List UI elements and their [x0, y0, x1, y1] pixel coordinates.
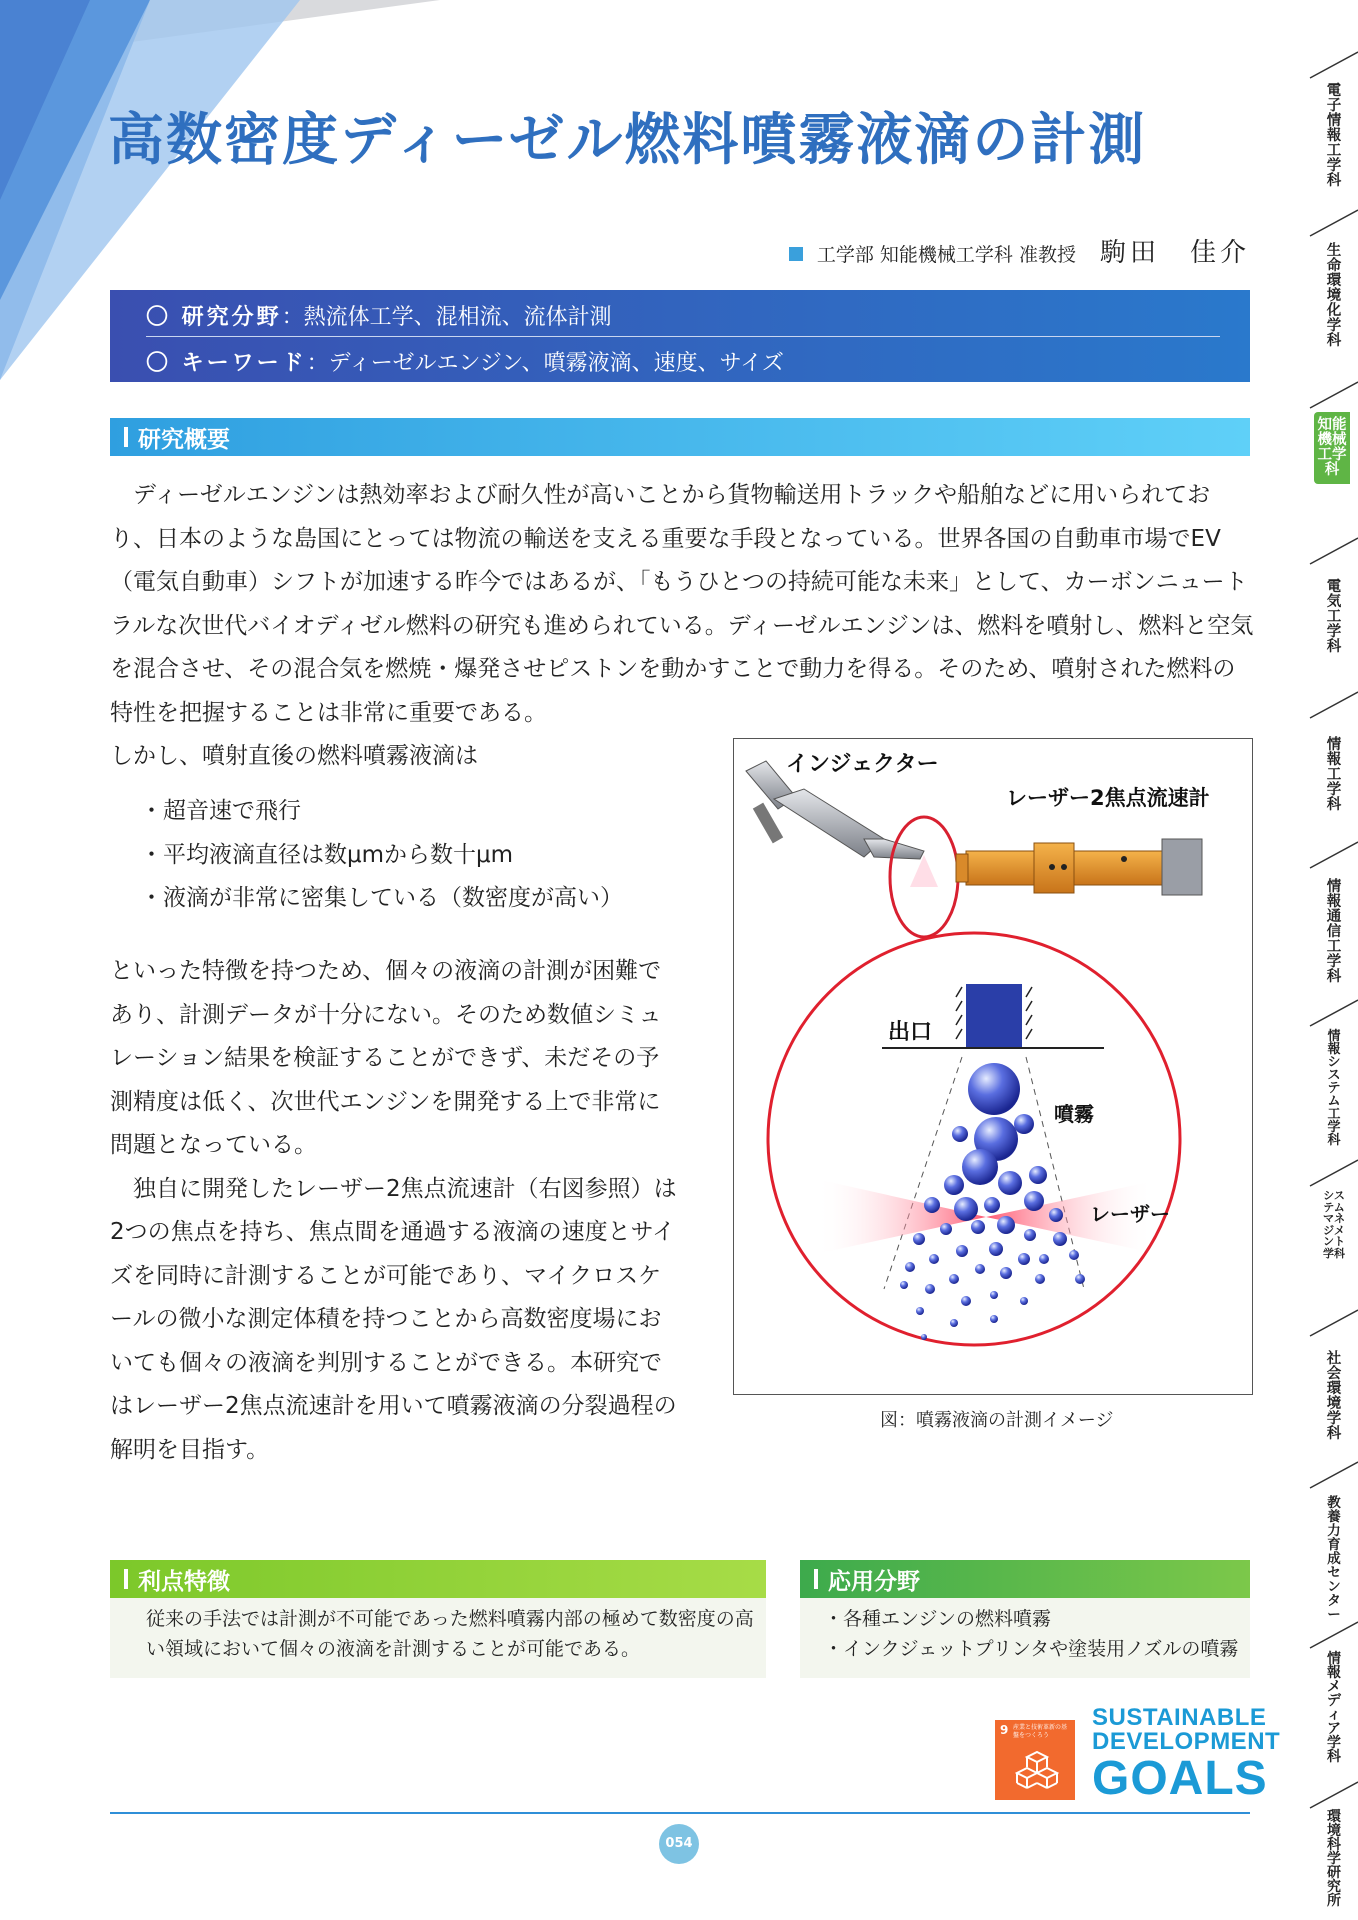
divider-icon — [1296, 50, 1358, 80]
sdg-goal-text: 産業と技術革新の基盤をつくろう — [1013, 1724, 1068, 1739]
sidebar-item-info-communication[interactable]: 情報通信工学科 — [1326, 879, 1342, 985]
sidebar-item-mechanical[interactable]: 知能機械工学科 — [1314, 412, 1350, 484]
divider-icon — [1296, 1308, 1358, 1338]
field-divider — [146, 336, 1220, 337]
affiliation: 工学部 知能機械工学科 准教授 — [816, 244, 1076, 266]
list-item: ・超音速で飛行 — [140, 798, 301, 824]
author-line — [789, 232, 1250, 269]
spray-label: 噴霧 — [1054, 1102, 1094, 1126]
sdg-goal-9-badge — [995, 1720, 1075, 1800]
sdgs-line-2: DEVELOPMENT — [1092, 1728, 1281, 1755]
bullet-square-icon — [789, 247, 803, 261]
ldv-icon — [956, 839, 1202, 895]
research-field-row — [146, 300, 612, 331]
measurement-figure — [733, 738, 1253, 1395]
applications-heading — [800, 1560, 1250, 1598]
keyword-row — [146, 346, 784, 377]
footer-divider — [110, 1812, 1250, 1814]
advantages-heading-text: 利点特徴 — [138, 1568, 230, 1595]
sdgs-line-3: GOALS — [1092, 1752, 1268, 1805]
sidebar-item-info-systems[interactable]: 情報システム工学科 — [1327, 1029, 1341, 1148]
divider-icon — [1296, 840, 1358, 870]
injector-label: インジェクター — [786, 752, 939, 777]
overview-intro-text: ディーゼルエンジンは熱効率および耐久性が高いことから貨物輸送用トラックや船舶などに用いられており、日本のような島国にとっては物流の輸送を支える重要な手段となっている。世界各国の自動車市場でEV（電気自動車）シフトが加速する昨今ではあるが、「もうひとつの持続可能な未来」として、カーボンニュートラルな次世代バイオディゼル燃料の研究も進められている。ディーゼルエンジンは、燃料を噴射し、燃料と空気を混合させ、その混合気を燃焼・爆発させピストンを動かすことで動力を得る。そのため、噴射された燃料の特性を把握することは非常に重要である。 — [110, 482, 1254, 726]
ldv-label: レーザー2焦点流速計 — [1006, 786, 1210, 810]
divider-icon — [1296, 1780, 1358, 1810]
advantages-box — [110, 1598, 766, 1678]
divider-icon — [1296, 380, 1358, 410]
sidebar-item-electronics[interactable]: 電子情報工学科 — [1326, 83, 1342, 189]
sidebar-item-liberal-arts-center[interactable]: 教養力育成センター — [1327, 1495, 1341, 1623]
figure-illustration — [734, 739, 1252, 1394]
overview-heading-text: 研究概要 — [138, 426, 230, 453]
keyword-label: 〇 キーワード — [146, 351, 307, 376]
divider-icon — [1296, 208, 1358, 238]
sdgs-line-1: SUSTAINABLE — [1092, 1704, 1267, 1731]
sidebar-item-system-management[interactable]: システムマネジメント学科 — [1323, 1189, 1345, 1260]
sdgs-logo — [1092, 1706, 1280, 1804]
author-name: 駒田 佳介 — [1099, 238, 1250, 268]
sidebar-item-life-environment[interactable]: 生命環境化学科 — [1326, 243, 1342, 349]
research-field-label: 〇 研究分野 — [146, 305, 282, 330]
advantages-heading — [110, 1560, 766, 1598]
list-item: ・各種エンジンの燃料噴霧 — [824, 1608, 1052, 1630]
figure-caption: 図：噴霧液滴の計測イメージ — [880, 1410, 1114, 1431]
applications-heading-text: 応用分野 — [828, 1568, 920, 1595]
heading-bar-icon — [124, 1569, 128, 1589]
overview-body — [110, 950, 682, 1472]
heading-bar-icon — [814, 1569, 818, 1589]
divider-icon — [1296, 1158, 1358, 1188]
laser-label: レーザー — [1090, 1202, 1170, 1226]
sidebar-item-social-environment[interactable]: 社会環境学科 — [1326, 1351, 1342, 1442]
outlet-label: 出口 — [888, 1020, 933, 1045]
page-number: 054 — [659, 1824, 699, 1864]
feature-list — [140, 790, 623, 921]
keyword-value: ：ディーゼルエンジン、噴霧液滴、速度、サイズ — [306, 351, 784, 376]
divider-icon — [1296, 998, 1358, 1028]
sidebar-item-info-media[interactable]: 情報メディア学科 — [1327, 1651, 1341, 1765]
divider-icon — [1296, 536, 1358, 566]
heading-bar-icon — [124, 427, 128, 447]
overview-lead: しかし、噴射直後の燃料噴霧液滴は — [110, 743, 478, 769]
divider-icon — [1296, 690, 1358, 720]
side-navigation — [1296, 40, 1358, 1920]
list-item: ・液滴が非常に密集している（数密度が高い） — [140, 885, 623, 911]
overview-body-1: といった特徴を持つため、個々の液滴の計測が困難であり、計測データが十分にない。そのため数値シミュレーション結果を検証することができず、未だその予測精度は低く、次世代エンジンを開発する上で非常に問題となっている。 — [110, 958, 662, 1158]
overview-intro — [110, 474, 1254, 779]
research-field-box — [110, 290, 1250, 382]
page-title: 高数密度ディーゼル燃料噴霧液滴の計測 — [108, 108, 1147, 173]
overview-body-2: 独自に開発したレーザー2焦点流速計（右図参照）は2つの焦点を持ち、焦点間を通過する液滴の速度とサイズを同時に計測することが可能であり、マイクロスケールの微小な測定体積を持つことから高数密度場においても個々の液滴を判別することができる。本研究ではレーザー2焦点流速計を用いて噴霧液滴の分裂過程の解明を目指す。 — [110, 1175, 677, 1463]
sidebar-item-env-science-institute[interactable]: 環境科学研究所 — [1327, 1809, 1341, 1909]
list-item: ・インクジェットプリンタや塗装用ノズルの噴霧 — [824, 1638, 1239, 1660]
sidebar-item-information[interactable]: 情報工学科 — [1326, 737, 1342, 813]
divider-icon — [1296, 1620, 1358, 1650]
sidebar-item-electrical[interactable]: 電気工学科 — [1326, 579, 1342, 655]
cubes-icon — [1015, 1748, 1059, 1792]
divider-icon — [1296, 1460, 1358, 1490]
list-item: ・平均液滴直径は数μmから数十μm — [140, 841, 514, 868]
applications-box — [800, 1598, 1250, 1678]
sdg-goal-number: 9 — [1000, 1723, 1009, 1737]
advantages-text: 従来の手法では計測が不可能であった燃料噴霧内部の極めて数密度の高い領域において個々の液滴を計測することが可能である。 — [146, 1608, 754, 1660]
overview-heading — [110, 418, 1250, 456]
research-field-value: ：熱流体工学、混相流、流体計測 — [281, 305, 612, 330]
